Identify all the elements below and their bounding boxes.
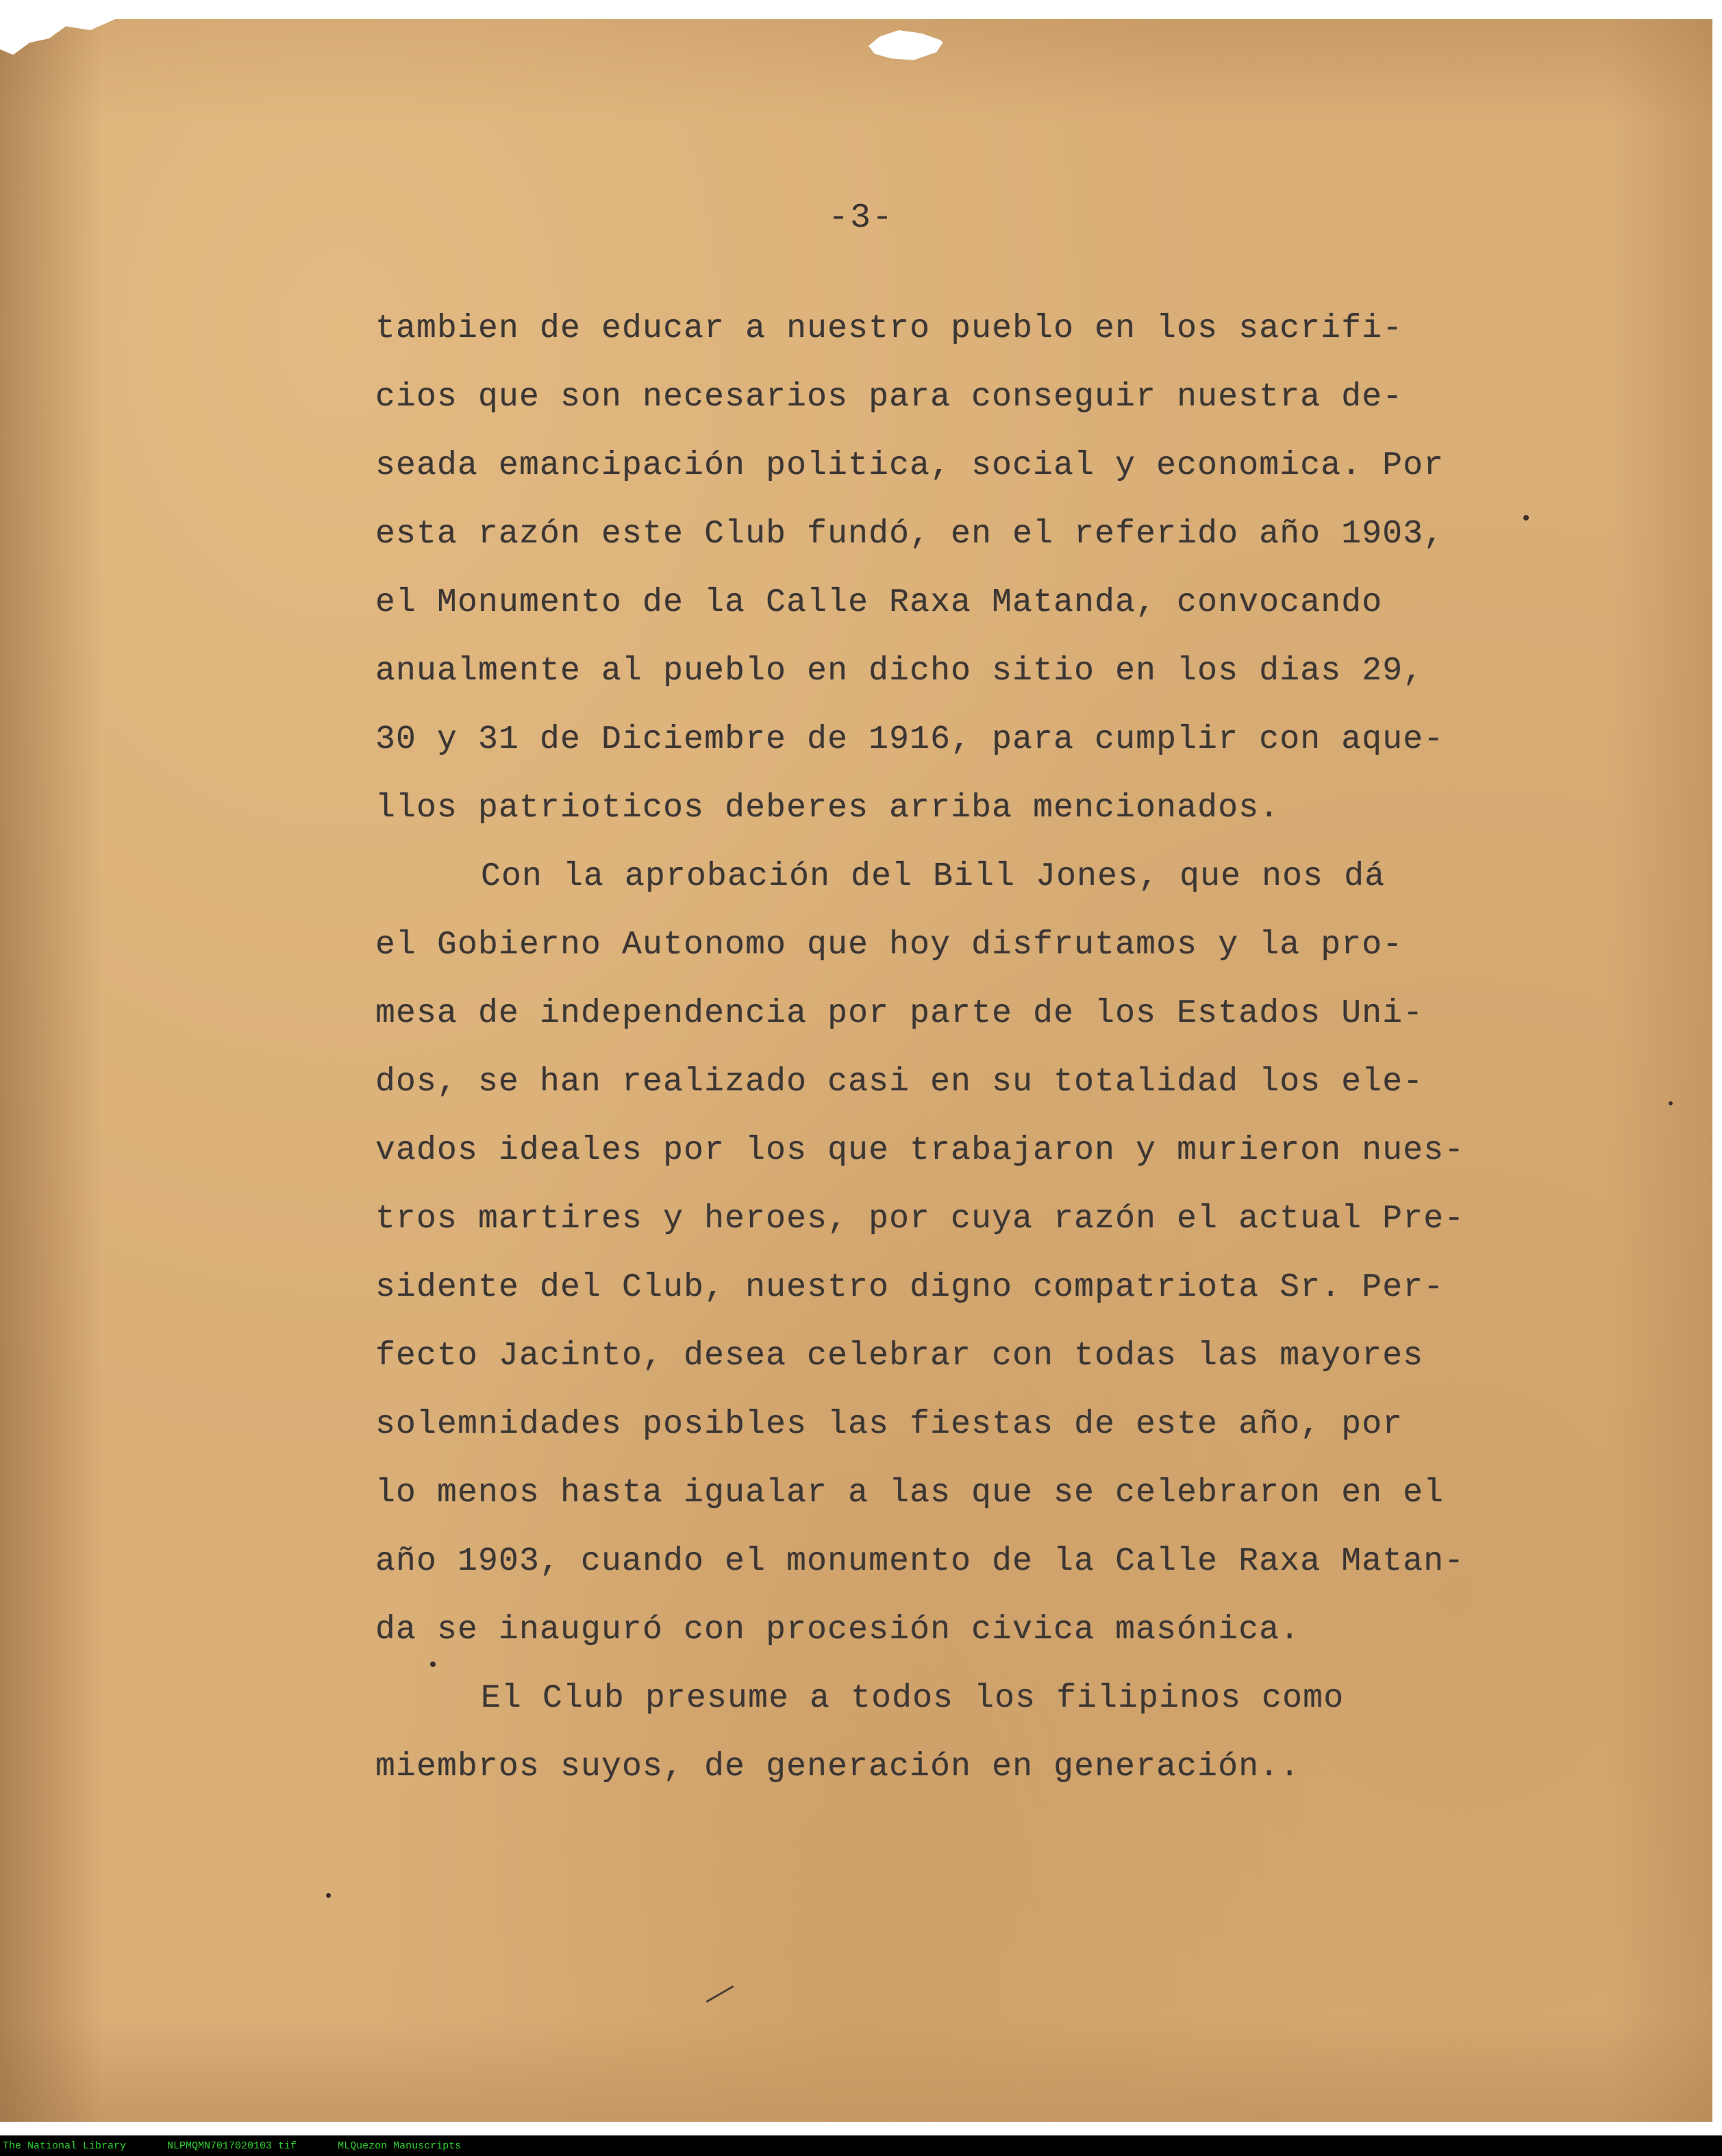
text-line: da se inauguró con procesión civica masónica. — [375, 1612, 1301, 1649]
text-line: dos, se han realizado casi en su totalidad los ele- — [375, 1064, 1424, 1101]
ink-speck — [326, 1893, 331, 1898]
scan-footer — [0, 2135, 1722, 2156]
ink-speck — [430, 1662, 436, 1667]
text-line: 30 y 31 de Diciembre de 1916, para cumplir con aque- — [375, 721, 1445, 758]
text-line: anualmente al pueblo en dicho sitio en los dias 29, — [375, 653, 1424, 690]
text-line: sidente del Club, nuestro digno compatriota Sr. Per- — [375, 1269, 1445, 1306]
text-line: mesa de independencia por parte de los Estados Uni- — [375, 995, 1424, 1032]
footer-file-name: NLPMQMN7017020103 tif — [167, 2140, 297, 2152]
text-line: cios que son necesarios para conseguir nuestra de- — [375, 379, 1403, 416]
text-line: solemnidades posibles las fiestas de este año, por — [375, 1406, 1403, 1443]
text-line: vados ideales por los que trabajaron y murieron nues- — [375, 1132, 1465, 1169]
page-number: -3- — [827, 199, 894, 238]
text-line: fecto Jacinto, desea celebrar con todas las mayores — [375, 1338, 1424, 1375]
ink-speck — [1669, 1101, 1673, 1105]
text-line: miembros suyos, de generación en generación.. — [375, 1748, 1301, 1785]
footer-institution: The National Library — [3, 2140, 127, 2152]
text-line: El Club presume a todos los filipinos como — [481, 1680, 1345, 1717]
text-line: el Monumento de la Calle Raxa Matanda, convocando — [375, 584, 1383, 621]
text-line: tros martires y heroes, por cuya razón el actual Pre- — [375, 1201, 1465, 1238]
footer-collection: MLQuezon Manuscripts — [338, 2140, 462, 2152]
text-line: año 1903, cuando el monumento de la Calle Raxa Matan- — [375, 1543, 1465, 1580]
text-line: el Gobierno Autonomo que hoy disfrutamos y la pro- — [375, 927, 1403, 964]
text-line: lo menos hasta igualar a las que se celebraron en el — [375, 1475, 1445, 1512]
typewritten-text — [375, 294, 1499, 1801]
text-line: llos patrioticos deberes arriba mencionados. — [375, 790, 1280, 827]
ink-speck — [1523, 515, 1529, 521]
paper-edge-shadow — [0, 19, 103, 2122]
text-line: Con la aprobación del Bill Jones, que nos dá — [481, 858, 1386, 895]
text-line: seada emancipación politica, social y economica. Por — [375, 447, 1445, 484]
text-line: tambien de educar a nuestro pueblo en los sacrifi- — [375, 310, 1403, 347]
text-line: esta razón este Club fundó, en el referido año 1903, — [375, 516, 1445, 553]
